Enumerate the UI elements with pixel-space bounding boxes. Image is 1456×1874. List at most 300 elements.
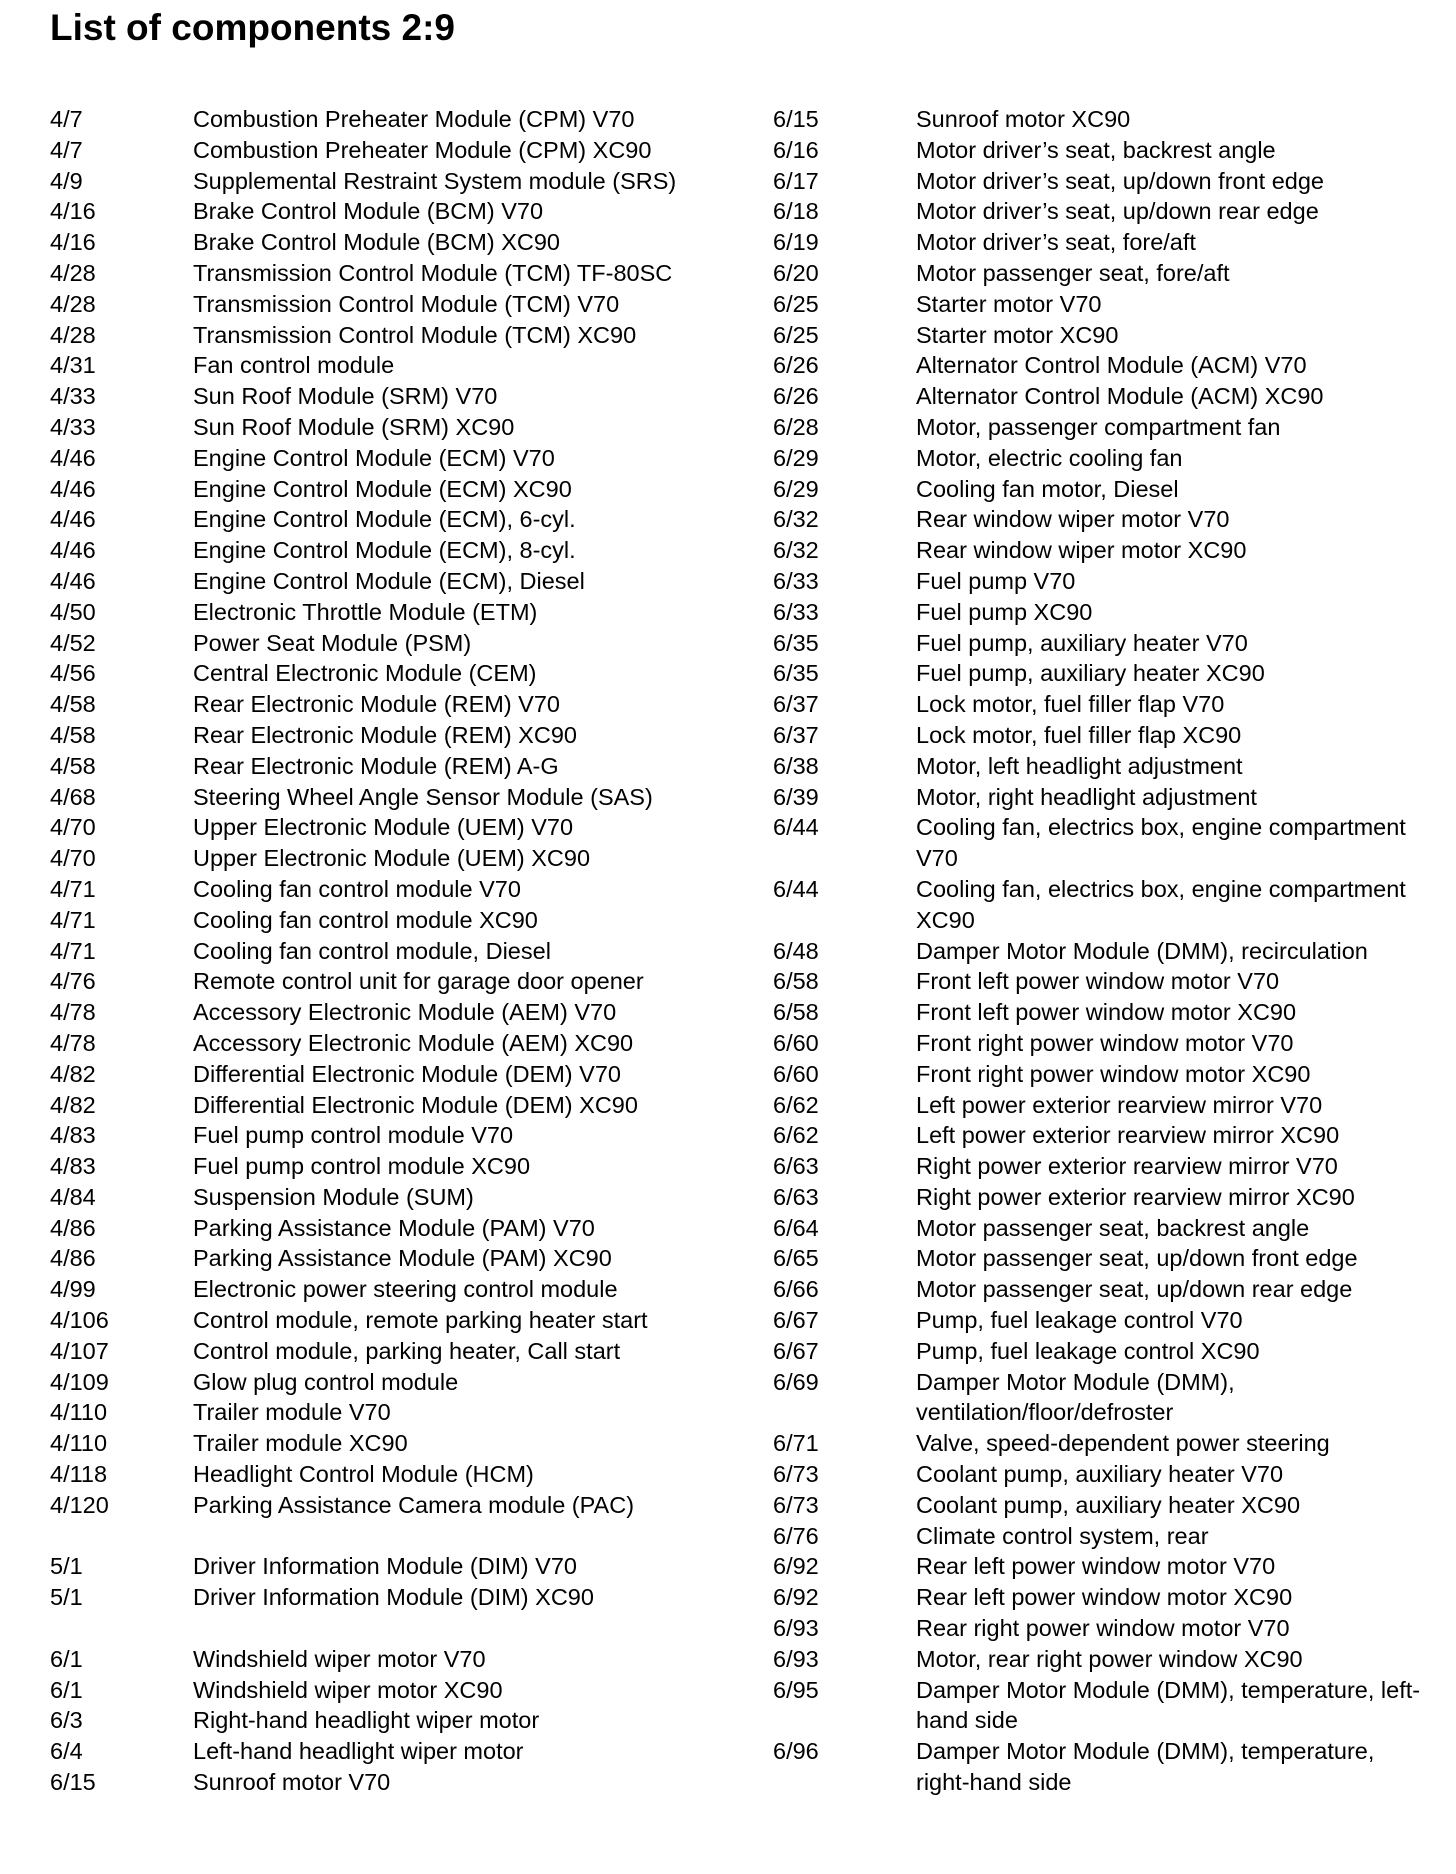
component-entry xyxy=(50,196,730,227)
component-code: 4/46 xyxy=(50,475,96,502)
component-code: 4/33 xyxy=(50,383,96,410)
component-description: Cooling fan, electrics box, engine compartment V70 xyxy=(916,814,1406,872)
component-description: Engine Control Module (ECM) XC90 xyxy=(193,475,572,502)
component-code: 6/63 xyxy=(773,1153,819,1180)
component-code: 6/28 xyxy=(773,413,819,440)
component-code: 4/82 xyxy=(50,1091,96,1118)
component-code: 6/44 xyxy=(773,814,819,841)
component-code: 4/83 xyxy=(50,1153,96,1180)
component-description: Front right power window motor V70 xyxy=(916,1029,1294,1056)
component-description: Sunroof motor V70 xyxy=(193,1769,391,1796)
component-entry xyxy=(50,812,730,843)
component-description: Glow plug control module xyxy=(193,1368,459,1395)
component-entry xyxy=(50,566,730,597)
component-code: 6/58 xyxy=(773,968,819,995)
right-component-column xyxy=(773,104,1433,1798)
component-description: Control module, parking heater, Call start xyxy=(193,1337,621,1364)
component-entry xyxy=(50,535,730,566)
component-entry xyxy=(773,1120,1433,1151)
component-entry xyxy=(50,936,730,967)
component-description: Damper Motor Module (DMM), temperature, left-hand side xyxy=(916,1676,1421,1734)
component-entry xyxy=(773,1182,1433,1213)
component-entry xyxy=(773,196,1433,227)
component-description: Upper Electronic Module (UEM) XC90 xyxy=(193,845,591,872)
component-entry xyxy=(773,1243,1433,1274)
component-entry xyxy=(50,1243,730,1274)
component-entry xyxy=(50,504,730,535)
component-entry xyxy=(50,320,730,351)
component-entry xyxy=(50,782,730,813)
component-entry xyxy=(50,258,730,289)
component-entry xyxy=(50,689,730,720)
component-code: 6/44 xyxy=(773,875,819,902)
component-code: 6/37 xyxy=(773,721,819,748)
component-code: 4/50 xyxy=(50,598,96,625)
left-component-column xyxy=(50,104,730,1798)
component-entry xyxy=(50,1675,730,1706)
component-entry xyxy=(50,381,730,412)
component-entry xyxy=(773,1551,1433,1582)
component-entry xyxy=(50,997,730,1028)
component-description: Transmission Control Module (TCM) TF-80SC xyxy=(193,259,673,286)
component-code: 6/48 xyxy=(773,937,819,964)
component-entry xyxy=(50,1274,730,1305)
component-code: 6/15 xyxy=(773,106,819,132)
component-entry xyxy=(50,1705,730,1736)
component-code: 6/92 xyxy=(773,1553,819,1580)
component-entry xyxy=(773,1521,1433,1552)
component-description: Supplemental Restraint System module (SRS) xyxy=(193,167,677,194)
component-code: 6/96 xyxy=(773,1738,819,1765)
component-description: Front left power window motor V70 xyxy=(916,968,1280,995)
component-description: Upper Electronic Module (UEM) V70 xyxy=(193,814,574,841)
component-entry xyxy=(773,258,1433,289)
component-code: 4/83 xyxy=(50,1122,96,1149)
component-code: 6/19 xyxy=(773,229,819,256)
component-code: 6/20 xyxy=(773,259,819,286)
component-description: Central Electronic Module (CEM) xyxy=(193,660,537,687)
component-code: 4/86 xyxy=(50,1245,96,1272)
component-description: Cooling fan motor, Diesel xyxy=(916,475,1179,502)
component-code: 6/37 xyxy=(773,691,819,718)
component-code: 6/60 xyxy=(773,1029,819,1056)
component-code: 5/1 xyxy=(50,1584,83,1611)
component-description: Sun Roof Module (SRM) XC90 xyxy=(193,413,515,440)
component-entry xyxy=(50,720,730,751)
component-description: Suspension Module (SUM) xyxy=(193,1183,474,1210)
component-description: Alternator Control Module (ACM) XC90 xyxy=(916,383,1324,410)
component-description: Remote control unit for garage door opener xyxy=(193,968,644,995)
component-code: 6/29 xyxy=(773,444,819,471)
component-description: Climate control system, rear xyxy=(916,1522,1209,1549)
component-entry xyxy=(773,135,1433,166)
component-description: Electronic power steering control module xyxy=(193,1276,618,1303)
component-entry xyxy=(773,474,1433,505)
component-description: Rear Electronic Module (REM) V70 xyxy=(193,691,560,718)
component-code: 4/84 xyxy=(50,1183,96,1210)
component-code: 6/15 xyxy=(50,1769,96,1796)
component-description: Alternator Control Module (ACM) V70 xyxy=(916,352,1307,379)
component-entry xyxy=(50,1644,730,1675)
component-description: Cooling fan control module, Diesel xyxy=(193,937,551,964)
component-entry xyxy=(50,1397,730,1428)
component-code: 4/46 xyxy=(50,537,96,564)
component-description: Parking Assistance Camera module (PAC) xyxy=(193,1491,635,1518)
component-code: 6/33 xyxy=(773,567,819,594)
component-code: 6/69 xyxy=(773,1368,819,1395)
component-description: Starter motor XC90 xyxy=(916,321,1119,348)
component-entry xyxy=(773,1151,1433,1182)
component-description: Right power exterior rearview mirror XC90 xyxy=(916,1183,1355,1210)
component-description: Steering Wheel Angle Sensor Module (SAS) xyxy=(193,783,653,810)
component-description: Brake Control Module (BCM) V70 xyxy=(193,198,544,225)
component-description: Combustion Preheater Module (CPM) XC90 xyxy=(193,136,652,163)
component-code: 6/73 xyxy=(773,1461,819,1488)
component-entry xyxy=(773,535,1433,566)
component-code: 4/16 xyxy=(50,198,96,225)
component-code: 6/62 xyxy=(773,1122,819,1149)
component-entry xyxy=(773,782,1433,813)
component-code: 6/25 xyxy=(773,290,819,317)
component-entry xyxy=(50,104,730,135)
component-code: 6/33 xyxy=(773,598,819,625)
component-entry xyxy=(773,1090,1433,1121)
component-code: 6/1 xyxy=(50,1676,83,1703)
component-entry xyxy=(50,1305,730,1336)
component-code: 6/73 xyxy=(773,1491,819,1518)
component-code: 6/67 xyxy=(773,1337,819,1364)
component-description: Fan control module xyxy=(193,352,395,379)
component-code: 4/9 xyxy=(50,167,83,194)
component-entry xyxy=(50,1367,730,1398)
component-entry xyxy=(773,812,1433,874)
component-description: Sun Roof Module (SRM) V70 xyxy=(193,383,498,410)
component-entry xyxy=(50,474,730,505)
component-description: Fuel pump control module V70 xyxy=(193,1122,514,1149)
component-code: 6/26 xyxy=(773,352,819,379)
component-code: 6/71 xyxy=(773,1430,819,1457)
component-code: 4/7 xyxy=(50,136,83,163)
component-entry xyxy=(773,1613,1433,1644)
component-description: Lock motor, fuel filler flap XC90 xyxy=(916,721,1242,748)
component-description: Motor driver’s seat, up/down front edge xyxy=(916,167,1324,194)
component-entry xyxy=(773,1582,1433,1613)
component-code: 4/109 xyxy=(50,1368,109,1395)
component-entry xyxy=(773,320,1433,351)
component-description: Headlight Control Module (HCM) xyxy=(193,1461,534,1488)
component-entry xyxy=(773,1428,1433,1459)
component-code: 4/68 xyxy=(50,783,96,810)
component-code: 6/60 xyxy=(773,1060,819,1087)
component-description: Front right power window motor XC90 xyxy=(916,1060,1311,1087)
component-code: 6/62 xyxy=(773,1091,819,1118)
component-description: Combustion Preheater Module (CPM) V70 xyxy=(193,106,635,132)
component-entry xyxy=(773,966,1433,997)
component-description: Cooling fan control module V70 xyxy=(193,875,521,902)
component-code: 4/71 xyxy=(50,875,96,902)
component-entry xyxy=(50,1551,730,1582)
component-description: Cooling fan, electrics box, engine compartment XC90 xyxy=(916,875,1406,933)
component-description: Lock motor, fuel filler flap V70 xyxy=(916,691,1225,718)
component-entry xyxy=(50,628,730,659)
component-entry xyxy=(773,1274,1433,1305)
component-code: 4/33 xyxy=(50,413,96,440)
component-entry xyxy=(50,1459,730,1490)
component-entry xyxy=(773,1736,1433,1798)
component-entry xyxy=(773,350,1433,381)
component-description: Transmission Control Module (TCM) V70 xyxy=(193,290,620,317)
component-code: 4/52 xyxy=(50,629,96,656)
component-entry xyxy=(773,227,1433,258)
component-entry xyxy=(773,1213,1433,1244)
component-code: 6/38 xyxy=(773,752,819,779)
component-description: Sunroof motor XC90 xyxy=(916,106,1131,132)
component-code: 6/92 xyxy=(773,1584,819,1611)
component-code: 6/63 xyxy=(773,1183,819,1210)
component-entry xyxy=(773,751,1433,782)
component-entry xyxy=(773,1305,1433,1336)
component-code: 4/118 xyxy=(50,1461,108,1488)
component-entry xyxy=(50,412,730,443)
component-code: 4/78 xyxy=(50,1029,96,1056)
component-entry xyxy=(773,1059,1433,1090)
component-code: 4/110 xyxy=(50,1430,108,1457)
component-entry xyxy=(773,1490,1433,1521)
component-code: 6/95 xyxy=(773,1676,819,1703)
component-code: 4/76 xyxy=(50,968,96,995)
component-code: 4/28 xyxy=(50,290,96,317)
component-entry xyxy=(773,874,1433,936)
component-code: 4/31 xyxy=(50,352,96,379)
component-entry xyxy=(50,1336,730,1367)
component-description: Engine Control Module (ECM) V70 xyxy=(193,444,555,471)
component-description: Rear left power window motor V70 xyxy=(916,1553,1276,1580)
component-code: 6/67 xyxy=(773,1307,819,1334)
component-code: 6/65 xyxy=(773,1245,819,1272)
component-entry xyxy=(773,166,1433,197)
component-description: Valve, speed-dependent power steering xyxy=(916,1430,1330,1457)
component-description: Trailer module V70 xyxy=(193,1399,391,1426)
component-code: 4/106 xyxy=(50,1307,109,1334)
component-description: Pump, fuel leakage control V70 xyxy=(916,1307,1243,1334)
component-description: Motor, right headlight adjustment xyxy=(916,783,1257,810)
component-entry xyxy=(50,966,730,997)
component-description: Control module, remote parking heater start xyxy=(193,1307,648,1334)
component-code: 5/1 xyxy=(50,1553,83,1580)
component-description: Motor, rear right power window XC90 xyxy=(916,1645,1303,1672)
component-entry xyxy=(773,997,1433,1028)
component-code: 4/78 xyxy=(50,999,96,1026)
page-title: List of components 2:9 xyxy=(50,7,455,48)
component-entry xyxy=(50,658,730,689)
component-description: Motor, passenger compartment fan xyxy=(916,413,1281,440)
component-entry xyxy=(50,751,730,782)
component-entry xyxy=(50,1090,730,1121)
component-code: 6/1 xyxy=(50,1645,83,1672)
component-description: Rear window wiper motor XC90 xyxy=(916,537,1247,564)
component-description: Windshield wiper motor XC90 xyxy=(193,1676,503,1703)
component-code: 4/71 xyxy=(50,906,96,933)
component-code: 6/64 xyxy=(773,1214,819,1241)
component-code: 4/99 xyxy=(50,1276,96,1303)
component-description: Motor, electric cooling fan xyxy=(916,444,1183,471)
component-description: Motor passenger seat, fore/aft xyxy=(916,259,1230,286)
component-entry xyxy=(773,1644,1433,1675)
component-code: 4/56 xyxy=(50,660,96,687)
component-description: Rear left power window motor XC90 xyxy=(916,1584,1293,1611)
component-code: 4/7 xyxy=(50,106,83,132)
component-entry xyxy=(50,227,730,258)
component-description: Front left power window motor XC90 xyxy=(916,999,1297,1026)
component-entry xyxy=(773,443,1433,474)
component-description: Damper Motor Module (DMM), recirculation xyxy=(916,937,1368,964)
component-description: Cooling fan control module XC90 xyxy=(193,906,538,933)
component-code: 6/66 xyxy=(773,1276,819,1303)
component-description: Fuel pump XC90 xyxy=(916,598,1093,625)
component-code: 6/25 xyxy=(773,321,819,348)
component-entry xyxy=(50,1059,730,1090)
component-description: Fuel pump control module XC90 xyxy=(193,1153,531,1180)
component-code: 4/58 xyxy=(50,721,96,748)
component-entry xyxy=(50,843,730,874)
component-entry xyxy=(50,1490,730,1521)
component-entry xyxy=(773,381,1433,412)
component-description: Engine Control Module (ECM), Diesel xyxy=(193,567,585,594)
component-entry xyxy=(773,689,1433,720)
component-entry xyxy=(773,566,1433,597)
component-entry xyxy=(773,412,1433,443)
component-code: 6/39 xyxy=(773,783,819,810)
component-description: Engine Control Module (ECM), 6-cyl. xyxy=(193,506,576,533)
component-code: 4/71 xyxy=(50,937,96,964)
component-entry xyxy=(50,1151,730,1182)
component-description: Motor driver’s seat, fore/aft xyxy=(916,229,1196,256)
component-entry xyxy=(773,936,1433,967)
component-code: 4/86 xyxy=(50,1214,96,1241)
component-entry xyxy=(773,104,1433,135)
component-entry xyxy=(50,905,730,936)
component-entry xyxy=(773,1336,1433,1367)
component-entry xyxy=(50,1428,730,1459)
component-code: 4/110 xyxy=(50,1399,108,1426)
component-description: Driver Information Module (DIM) V70 xyxy=(193,1553,577,1580)
component-description: Motor passenger seat, backrest angle xyxy=(916,1214,1310,1241)
component-entry xyxy=(773,597,1433,628)
component-code: 6/32 xyxy=(773,506,819,533)
component-code: 4/70 xyxy=(50,845,96,872)
component-description: Damper Motor Module (DMM), ventilation/floor/defroster xyxy=(916,1368,1235,1426)
component-description: Coolant pump, auxiliary heater V70 xyxy=(916,1461,1284,1488)
component-description: Motor passenger seat, up/down front edge xyxy=(916,1245,1358,1272)
component-entry xyxy=(773,658,1433,689)
component-code: 6/18 xyxy=(773,198,819,225)
component-entry xyxy=(773,504,1433,535)
component-code: 6/35 xyxy=(773,660,819,687)
component-description: Engine Control Module (ECM), 8-cyl. xyxy=(193,537,576,564)
component-entry xyxy=(50,166,730,197)
component-entry xyxy=(50,1028,730,1059)
component-description: Differential Electronic Module (DEM) V70 xyxy=(193,1060,621,1087)
component-description: Coolant pump, auxiliary heater XC90 xyxy=(916,1491,1301,1518)
component-description: Damper Motor Module (DMM), temperature, right-hand side xyxy=(916,1738,1375,1796)
component-entry xyxy=(773,1459,1433,1490)
component-description: Accessory Electronic Module (AEM) V70 xyxy=(193,999,617,1026)
component-description: Motor driver’s seat, up/down rear edge xyxy=(916,198,1319,225)
component-entry xyxy=(773,628,1433,659)
component-code: 4/16 xyxy=(50,229,96,256)
component-description: Rear Electronic Module (REM) XC90 xyxy=(193,721,577,748)
component-description: Accessory Electronic Module (AEM) XC90 xyxy=(193,1029,634,1056)
component-entry xyxy=(50,350,730,381)
component-entry xyxy=(773,1367,1433,1429)
component-entry xyxy=(50,874,730,905)
section-gap xyxy=(50,1613,730,1644)
component-description: Differential Electronic Module (DEM) XC90 xyxy=(193,1091,638,1118)
component-code: 4/82 xyxy=(50,1060,96,1087)
component-code: 6/17 xyxy=(773,167,819,194)
component-code: 6/58 xyxy=(773,999,819,1026)
component-description: Parking Assistance Module (PAM) XC90 xyxy=(193,1245,612,1272)
component-description: Rear right power window motor V70 xyxy=(916,1615,1290,1642)
component-description: Driver Information Module (DIM) XC90 xyxy=(193,1584,594,1611)
component-description: Rear window wiper motor V70 xyxy=(916,506,1230,533)
component-description: Starter motor V70 xyxy=(916,290,1102,317)
component-entry xyxy=(773,1675,1433,1737)
component-code: 4/70 xyxy=(50,814,96,841)
component-code: 6/26 xyxy=(773,383,819,410)
component-entry xyxy=(50,1582,730,1613)
component-code: 4/46 xyxy=(50,506,96,533)
component-code: 6/16 xyxy=(773,136,819,163)
component-code: 4/28 xyxy=(50,321,96,348)
component-code: 6/93 xyxy=(773,1615,819,1642)
component-description: Parking Assistance Module (PAM) V70 xyxy=(193,1214,595,1241)
component-description: Right-hand headlight wiper motor xyxy=(193,1707,540,1734)
component-entry xyxy=(773,1028,1433,1059)
section-gap xyxy=(50,1521,730,1552)
component-entry xyxy=(50,1182,730,1213)
component-code: 4/46 xyxy=(50,567,96,594)
component-description: Motor driver’s seat, backrest angle xyxy=(916,136,1276,163)
component-code: 4/46 xyxy=(50,444,96,471)
component-description: Brake Control Module (BCM) XC90 xyxy=(193,229,560,256)
component-description: Transmission Control Module (TCM) XC90 xyxy=(193,321,637,348)
component-description: Power Seat Module (PSM) xyxy=(193,629,472,656)
component-description: Fuel pump, auxiliary heater V70 xyxy=(916,629,1248,656)
component-code: 4/58 xyxy=(50,752,96,779)
component-code: 6/76 xyxy=(773,1522,819,1549)
component-description: Left power exterior rearview mirror V70 xyxy=(916,1091,1323,1118)
component-code: 6/93 xyxy=(773,1645,819,1672)
component-description: Right power exterior rearview mirror V70 xyxy=(916,1153,1338,1180)
component-entry xyxy=(50,1767,730,1798)
component-description: Electronic Throttle Module (ETM) xyxy=(193,598,538,625)
component-entry xyxy=(50,443,730,474)
component-entry xyxy=(50,1736,730,1767)
component-code: 4/120 xyxy=(50,1491,109,1518)
component-entry xyxy=(50,1120,730,1151)
component-description: Fuel pump, auxiliary heater XC90 xyxy=(916,660,1265,687)
component-entry xyxy=(50,1213,730,1244)
component-description: Windshield wiper motor V70 xyxy=(193,1645,486,1672)
component-description: Left-hand headlight wiper motor xyxy=(193,1738,524,1765)
component-entry xyxy=(773,720,1433,751)
component-entry xyxy=(50,289,730,320)
component-code: 6/4 xyxy=(50,1738,83,1765)
component-entry xyxy=(50,597,730,628)
component-code: 4/28 xyxy=(50,259,96,286)
component-code: 6/32 xyxy=(773,537,819,564)
